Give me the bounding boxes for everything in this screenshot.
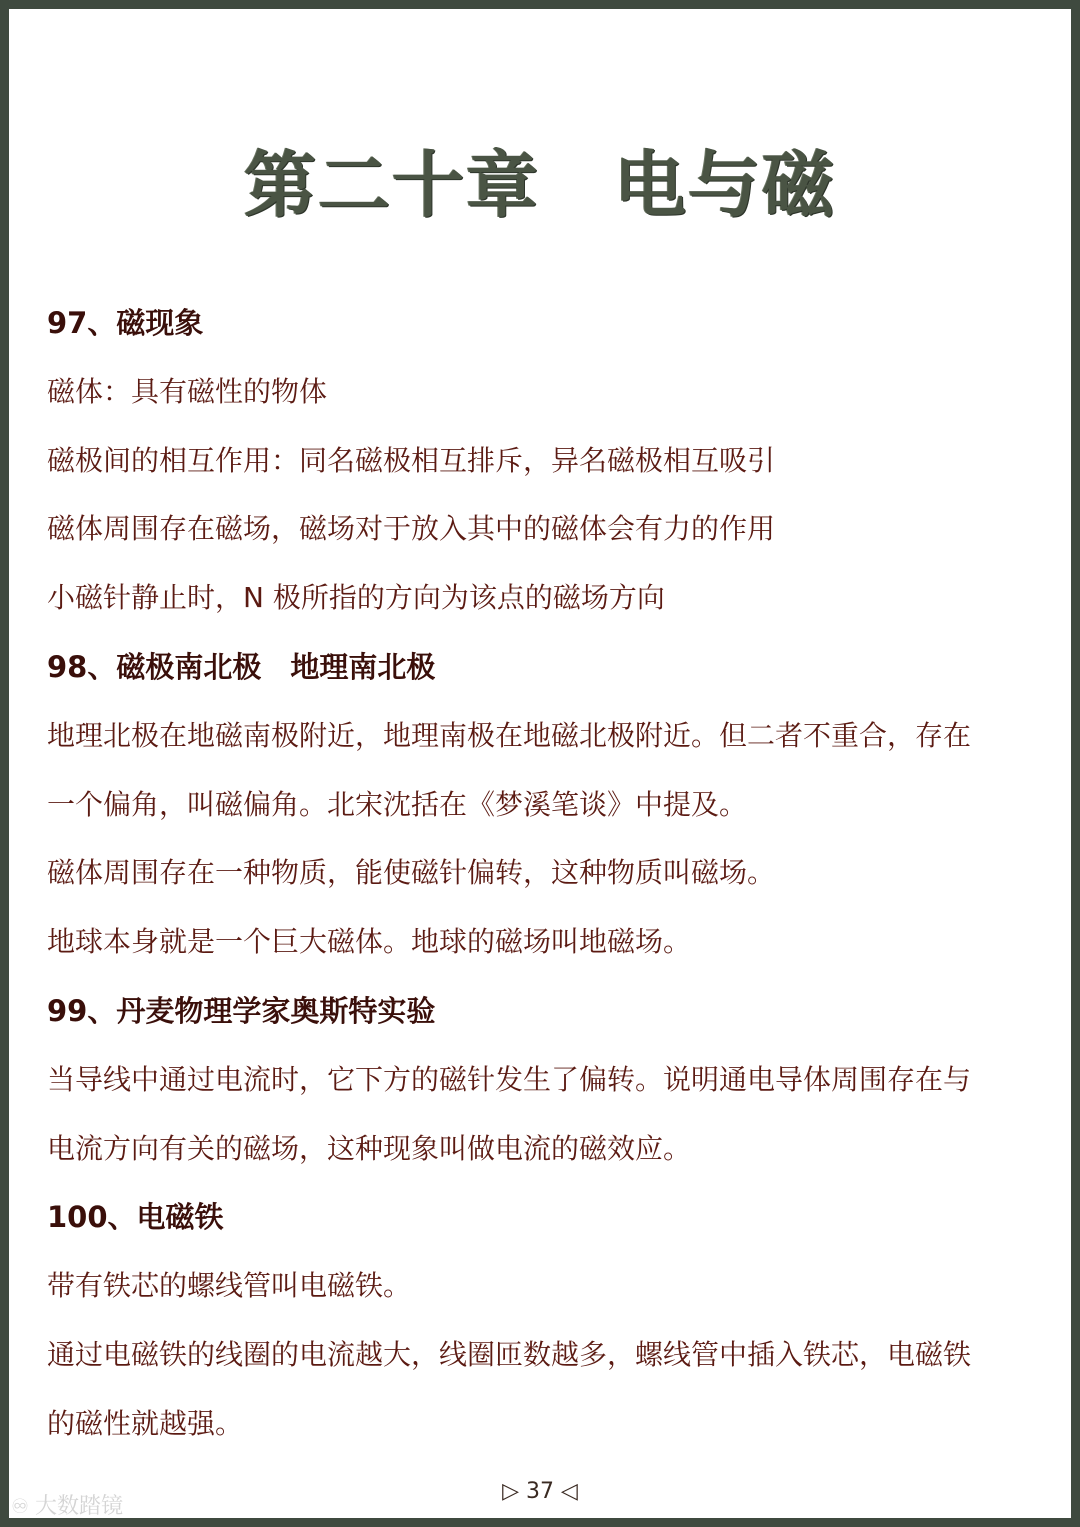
section-heading: 100、电磁铁 [47, 1200, 224, 1235]
document-page [9, 9, 1071, 1518]
body-line: 带有铁芯的螺线管叫电磁铁。 [47, 1269, 412, 1303]
body-line: 当导线中通过电流时，它下方的磁针发生了偏转。说明通电导体周围存在与 [47, 1062, 972, 1096]
content-body [47, 289, 1047, 1459]
page-number: ▷ 37 ◁ [502, 1479, 578, 1504]
watermark [11, 1489, 123, 1518]
watermark-logo-icon: ♾ [11, 1494, 29, 1518]
body-line: 一个偏角，叫磁偏角。北宋沈括在《梦溪笔谈》中提及。 [47, 787, 748, 821]
body-line: 的磁性就越强。 [47, 1406, 244, 1440]
chapter-title: 第二十章 电与磁 [243, 143, 836, 227]
section-heading: 98、磁极南北极 地理南北极 [47, 649, 436, 684]
body-line: 小磁针静止时，N 极所指的方向为该点的磁场方向 [47, 581, 665, 615]
section-heading: 97、磁现象 [47, 306, 204, 340]
body-line: 磁极间的相互作用：同名磁极相互排斥，异名磁极相互吸引 [47, 443, 776, 477]
body-line: 磁体：具有磁性的物体 [47, 374, 328, 408]
body-line: 磁体周围存在磁场，磁场对于放入其中的磁体会有力的作用 [47, 512, 776, 546]
section-heading: 99、丹麦物理学家奥斯特实验 [47, 993, 436, 1028]
body-line: 通过电磁铁的线圈的电流越大，线圈匝数越多，螺线管中插入铁芯，电磁铁 [47, 1337, 972, 1371]
body-line: 磁体周围存在一种物质，能使磁针偏转，这种物质叫磁场。 [47, 856, 776, 890]
body-line: 地球本身就是一个巨大磁体。地球的磁场叫地磁场。 [47, 925, 692, 959]
watermark-text: 大数踏镜 [34, 1494, 123, 1518]
body-line: 地理北极在地磁南极附近，地理南极在地磁北极附近。但二者不重合，存在 [47, 718, 972, 752]
body-line: 电流方向有关的磁场，这种现象叫做电流的磁效应。 [47, 1131, 692, 1165]
